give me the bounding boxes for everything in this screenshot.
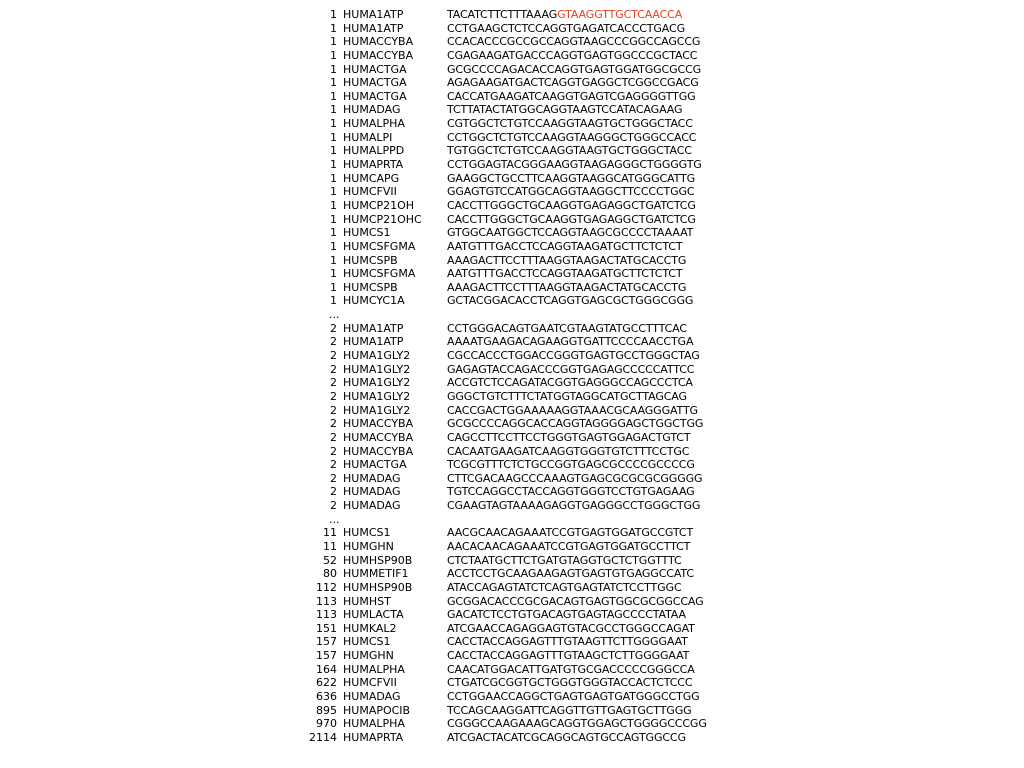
sequence-row: [300, 581, 700, 595]
sequence-text: TACATCTTCTTTAAAG: [447, 8, 558, 21]
sequence: [447, 322, 687, 336]
row-number: 157: [316, 635, 337, 649]
sequence: [447, 376, 693, 390]
sequence-text: GCTACGGACACCTCAGGTGAGCGCTGGGCGGG: [447, 294, 694, 308]
sequence-row: [300, 690, 700, 704]
sequence: [447, 90, 696, 104]
sequence: [447, 485, 695, 499]
sequence: [447, 254, 686, 268]
gene-name: HUMADAG: [343, 690, 401, 704]
sequence: [447, 49, 697, 63]
gene-name: HUMGHN: [343, 539, 394, 553]
sequence-text: CCTGGAGTACGGGAAGGTAAGAGGGCTGGGGTG: [447, 158, 702, 172]
sequence-text: CTGATCGCGGTGCTGGGTGGGTACCACTCTCCC: [447, 676, 693, 690]
sequence-row: [300, 35, 700, 49]
row-number: 1: [330, 89, 337, 103]
sequence-row: [300, 499, 700, 513]
sequence-row: [300, 404, 700, 418]
sequence-row: [300, 635, 700, 649]
row-number: 11: [323, 539, 337, 553]
sequence-text: TCGCGTTTCTCTGCCGGTGAGCGCCCCGCCCCG: [447, 458, 695, 472]
gene-name: HUMCSPB: [343, 253, 398, 267]
gene-name: HUMA1ATP: [343, 335, 404, 349]
gene-name: HUMHSP90B: [343, 553, 413, 567]
row-number: 1: [330, 48, 337, 62]
sequence: [447, 281, 686, 295]
gene-name: HUMCAPG: [343, 171, 400, 185]
sequence-text: AATGTTTGACCTCCAGGTAAGATGCTTCTCTCT: [447, 239, 683, 253]
gene-name: HUMHSP90B: [343, 580, 413, 594]
row-number: 2: [330, 362, 337, 376]
gene-name: HUMCSFGMA: [343, 267, 416, 281]
gene-name: HUMALPHA: [343, 117, 405, 131]
sequence: [447, 608, 686, 622]
gene-name: HUMCFVII: [343, 185, 397, 199]
gene-name: HUMAPRTA: [343, 158, 404, 172]
gene-name: HUMA1ATP: [343, 321, 404, 335]
gene-name: HUMALPHA: [343, 662, 405, 676]
row-number: 164: [316, 662, 337, 676]
row-number: 1: [330, 62, 337, 76]
sequence-row: [300, 363, 700, 377]
sequence-row: [300, 471, 703, 486]
sequence: [447, 649, 689, 663]
row-number: 2: [330, 389, 337, 403]
sequence: [447, 35, 700, 49]
row-number: 151: [316, 621, 337, 635]
row-number: 2: [330, 349, 337, 363]
row-number: 1: [330, 8, 337, 21]
row-number: 1: [330, 171, 337, 185]
gene-name: HUMMETIF1: [343, 567, 409, 581]
row-number: 1: [330, 198, 337, 212]
gene-name: HUMCYC1A: [343, 294, 405, 308]
sequence-text: TGTGGCTCTGTCCAAGGTAAGTGCTGGGCTACC: [447, 144, 692, 158]
sequence-row: [300, 90, 700, 104]
sequence: [447, 294, 693, 308]
row-number: 1: [330, 158, 337, 172]
sequence-text: AATGTTTGACCTCCAGGTAAGATGCTTCTCTCT: [447, 267, 683, 281]
gene-name: HUMACCYBA: [343, 35, 414, 49]
gene-name: HUMCS1: [343, 526, 391, 540]
row-number: 2: [330, 376, 337, 390]
sequence-row: [300, 144, 700, 158]
sequence-row: [300, 349, 700, 363]
sequence: [447, 185, 694, 199]
sequence-row: [300, 294, 700, 308]
sequence-row: [300, 540, 700, 554]
gene-name: HUMALPI: [343, 130, 393, 144]
sequence-text: CGAGAAGATGACCCAGGTGAGTGGCCCGCTACC: [447, 48, 698, 62]
row-number: 895: [316, 703, 337, 717]
sequence-row: [300, 281, 700, 295]
sequence-row: [300, 622, 700, 636]
gene-name: HUMADAG: [343, 485, 401, 499]
sequence-row: [300, 649, 700, 663]
row-number: 113: [316, 608, 337, 622]
sequence: [447, 717, 707, 731]
row-number: 1: [330, 130, 337, 144]
sequence-row: [300, 8, 700, 22]
sequence-text: GGAGTGTCCATGGCAGGTAAGGCTTCCCCTGGC: [447, 185, 695, 199]
sequence: [447, 731, 686, 745]
row-number: 2: [330, 499, 337, 513]
sequence-text: GAAGGCTGCCTTCAAGGTAAGGCATGGGCATTG: [447, 171, 695, 185]
sequence: [447, 335, 693, 349]
gene-name: HUMA1GLY2: [343, 403, 411, 417]
sequence: [447, 595, 704, 609]
sequence-row: [300, 376, 700, 390]
sequence: [447, 267, 682, 281]
sequence: [447, 103, 682, 117]
sequence-text: CACAATGAAGATCAAGGTGGGTGTCTTTCCTGC: [447, 444, 690, 458]
gene-name: HUMALPHA: [343, 717, 405, 731]
sequence-text: CACCATGAAGATCAAGGTGAGTCGAGGGGTTGG: [447, 89, 696, 103]
sequence-text: CTCTAATGCTTCTGATGTAGGTGCTCTGGTTTC: [447, 553, 682, 567]
sequence-text: ACCTCCTGCAAGAAGAGTGAGTGTGAGGCCATC: [447, 567, 694, 581]
sequence: [447, 676, 692, 690]
sequence: [447, 131, 696, 145]
sequence: [447, 390, 687, 404]
row-number: 2: [330, 321, 337, 335]
sequence-row: [300, 731, 700, 745]
row-number: 2: [330, 485, 337, 499]
sequence-row: [300, 445, 700, 459]
sequence-text: CACCTACCAGGAGTTTGTAAGTTCTTGGGGAAT: [447, 635, 688, 649]
gene-name: HUMACCYBA: [343, 430, 414, 444]
gene-name: HUMACCYBA: [343, 444, 414, 458]
gene-name: HUMA1GLY2: [343, 362, 411, 376]
gene-name: HUMA1ATP: [343, 21, 404, 35]
sequence-row: [300, 185, 700, 199]
row-number: 1: [330, 294, 337, 308]
sequence-row: [300, 608, 700, 622]
sequence-text: TCTTATACTATGGCAGGTAAGTCCATACAGAAG: [447, 103, 683, 117]
sequence-text: CCTGAAGCTCTCCAGGTGAGATCACCCTGACG: [447, 21, 685, 35]
row-number: 2: [330, 403, 337, 417]
sequence: [447, 349, 700, 363]
sequence: [447, 663, 695, 677]
sequence: [447, 431, 690, 445]
sequence: [447, 581, 682, 595]
row-number: 1: [330, 267, 337, 281]
row-number: 1: [330, 144, 337, 158]
gene-name: HUMCSPB: [343, 280, 398, 294]
sequence: [447, 690, 700, 704]
sequence-text: AACGCAACAGAAATCCGTGAGTGGATGCCGTCT: [447, 526, 694, 540]
row-number: 2: [330, 458, 337, 472]
sequence-text: CACCTTGGGCTGCAAGGTGAGAGGCTGATCTCG: [447, 212, 696, 226]
row-number: 1: [330, 103, 337, 117]
sequence-text: CAACATGGACATTGATGTGCGACCCCCGGGCCA: [447, 662, 695, 676]
sequence-text: AGAGAAGATGACTCAGGTGAGGCTCGGCCGACG: [447, 76, 699, 90]
gene-name: HUMCFVII: [343, 676, 397, 690]
sequence: [447, 63, 701, 77]
gene-name: HUMACCYBA: [343, 48, 414, 62]
row-number: 113: [316, 594, 337, 608]
sequence: [447, 445, 689, 459]
sequence: [447, 199, 696, 213]
sequence-text: AAAGACTTCCTTTAAGGTAAGACTATGCACCTG: [447, 280, 687, 294]
sequence-text: GCGCCCCAGGCACCAGGTAGGGGAGCTGGCTGG: [447, 417, 704, 431]
sequence: [447, 363, 694, 377]
gene-name: HUMLACTA: [343, 608, 404, 622]
row-number: 1: [330, 253, 337, 267]
gene-name: HUMAPRTA: [343, 730, 404, 744]
sequence-text: ACCGTCTCCAGATACGGTGAGGGCCAGCCCTCA: [447, 376, 693, 390]
sequence-row: [300, 63, 700, 77]
sequence-text: AACACAACAGAAATCCGTGAGTGGATGCCTTCT: [447, 539, 691, 553]
gene-name: HUMCS1: [343, 226, 391, 240]
sequence-text: CGAAGTAGTAAAAGAGGTGAGGGCCTGGGCTGG: [447, 499, 701, 513]
ellipsis: ...: [329, 308, 340, 322]
sequence: [447, 472, 702, 486]
row-number: 636: [316, 690, 337, 704]
sequence-row: [300, 717, 707, 731]
row-number: 1: [330, 117, 337, 131]
sequence-row: [300, 226, 700, 240]
sequence: [447, 404, 698, 418]
sequence-row: [300, 158, 700, 172]
row-number: 970: [316, 717, 337, 731]
sequence-text: TCCAGCAAGGATTCAGGTTGTTGAGTGCTTGGG: [447, 703, 692, 717]
sequence-text: CCTGGAACCAGGCTGAGTGAGTGATGGGCCTGG: [447, 690, 700, 704]
sequence: [447, 158, 702, 172]
row-number: 1: [330, 239, 337, 253]
row-number: 52: [323, 553, 337, 567]
sequence: [447, 226, 693, 240]
sequence-row: [300, 131, 700, 145]
row-number: 1: [330, 76, 337, 90]
sequence-row: [300, 390, 700, 404]
row-number: 1: [330, 280, 337, 294]
sequence: [447, 240, 682, 254]
sequence-text: CCTGGCTCTGTCCAAGGTAAGGGCTGGGCCACC: [447, 130, 697, 144]
sequence: [447, 76, 699, 90]
gene-name: HUMA1ATP: [343, 8, 404, 21]
sequence-row: [300, 485, 700, 499]
gene-name: HUMACCYBA: [343, 417, 414, 431]
sequence-text: CGTGGCTCTGTCCAAGGTAAGTGCTGGGCTACC: [447, 117, 693, 131]
sequence-text: CTTCGACAAGCCCAAAGTGAGCGCGCGCGGGGG: [447, 471, 703, 485]
gene-name: HUMA1GLY2: [343, 389, 411, 403]
sequence-text: CCTGGGACAGTGAATCGTAAGTATGCCTTTCAC: [447, 321, 687, 335]
sequence: [447, 22, 685, 36]
sequence-text: AAAATGAAGACAGAAGGTGATTCCCCAACCTGA: [447, 335, 694, 349]
row-number: 1: [330, 212, 337, 226]
sequence-highlight: GTAAGGTTGCTCAACCA: [557, 8, 683, 21]
sequence-text: CGCCACCCTGGACCGGGTGAGTGCCTGGGCTAG: [447, 349, 700, 363]
sequence-listing: [300, 8, 707, 745]
gene-name: HUMALPPD: [343, 144, 405, 158]
sequence-row: [300, 458, 700, 472]
gene-name: HUMACTGA: [343, 62, 407, 76]
row-number: 11: [323, 526, 337, 540]
row-number: 1: [330, 226, 337, 240]
sequence-row: [300, 213, 700, 227]
row-number: 622: [316, 676, 337, 690]
sequence-text: TGTCCAGGCCTACCAGGTGGGTCCTGTGAGAAG: [447, 485, 695, 499]
sequence-row: [300, 240, 700, 254]
sequence-text: GCGGACACCCGCGACAGTGAGTGGCGCGGCCAG: [447, 594, 704, 608]
sequence-row: [300, 335, 700, 349]
row-number: 2: [330, 430, 337, 444]
sequence: [447, 417, 703, 431]
sequence-text: CCACACCCGCCGCCAGGTAAGCCCGGCCAGCCG: [447, 35, 701, 49]
sequence: [447, 526, 693, 540]
sequence-row: [300, 663, 700, 677]
gene-name: HUMKAL2: [343, 621, 397, 635]
sequence-row: [300, 22, 700, 36]
sequence: [447, 213, 696, 227]
gene-name: HUMADAG: [343, 103, 401, 117]
gene-name: HUMCS1: [343, 635, 391, 649]
sequence-text: CACCTACCAGGAGTTTGTAAGCTCTTGGGGAAT: [447, 649, 690, 663]
sequence-text: GTGGCAATGGCTCCAGGTAAGCGCCCCTAAAAT: [447, 226, 694, 240]
row-number: 2: [330, 444, 337, 458]
sequence: [447, 635, 688, 649]
sequence-text: ATCGAACCAGAGGAGTGTACGCCTGGGCCAGAT: [447, 621, 695, 635]
gene-name: HUMGHN: [343, 649, 394, 663]
sequence-text: CACCGACTGGAAAAAGGTAAACGCAAGGGATTG: [447, 403, 698, 417]
sequence-row: [300, 172, 700, 186]
row-number: 112: [316, 580, 337, 594]
sequence-text: ATCGACTACATCGCAGGCAGTGCCAGTGGCCG: [447, 730, 686, 744]
sequence-row: [300, 103, 700, 117]
row-number: 1: [330, 21, 337, 35]
sequence-row: [300, 676, 700, 690]
gene-name: HUMA1GLY2: [343, 349, 411, 363]
ellipsis: ...: [329, 512, 340, 526]
sequence-row: [300, 594, 704, 609]
sequence-text: CAGCCTTCCTTCCTGGGTGAGTGGAGACTGTCT: [447, 430, 691, 444]
gene-name: HUMA1GLY2: [343, 376, 411, 390]
sequence: [447, 117, 693, 131]
sequence-row: [300, 567, 700, 581]
sequence-text: AAAGACTTCCTTTAAGGTAAGACTATGCACCTG: [447, 253, 687, 267]
sequence: [447, 554, 682, 568]
sequence-row: [300, 431, 700, 445]
sequence-text: ATACCAGAGTATCTCAGTGAGTATCTCCTTGGC: [447, 580, 682, 594]
sequence: [447, 8, 682, 22]
gene-name: HUMHST: [343, 594, 391, 608]
sequence: [447, 622, 695, 636]
gene-name: HUMADAG: [343, 471, 401, 485]
gene-name: HUMCSFGMA: [343, 239, 416, 253]
sequence-row: [300, 254, 700, 268]
sequence-text: CACCTTGGGCTGCAAGGTGAGAGGCTGATCTCG: [447, 198, 696, 212]
ellipsis-row: [300, 308, 700, 322]
gene-name: HUMADAG: [343, 499, 401, 513]
row-number: 2: [330, 471, 337, 485]
sequence: [447, 172, 695, 186]
gene-name: HUMCP21OH: [343, 198, 415, 212]
sequence-row: [300, 704, 700, 718]
sequence-text: GCGCCCCAGACACCAGGTGAGTGGATGGCGCCG: [447, 62, 702, 76]
row-number: 157: [316, 649, 337, 663]
gene-name: HUMAPOCIB: [343, 703, 411, 717]
gene-name: HUMACTGA: [343, 458, 407, 472]
sequence-text: CGGGCCAAGAAAGCAGGTGGAGCTGGGGCCCGG: [447, 717, 707, 731]
sequence-row: [300, 267, 700, 281]
ellipsis-row: [300, 513, 700, 527]
sequence: [447, 704, 692, 718]
sequence: [447, 499, 700, 513]
sequence-text: GAGAGTACCAGACCCGGTGAGAGCCCCCATTCC: [447, 362, 695, 376]
sequence-text: GACATCTCCTGTGACAGTGAGTAGCCCCTATAA: [447, 608, 686, 622]
sequence-row: [300, 554, 700, 568]
row-number: 1: [330, 35, 337, 49]
row-number: 2: [330, 417, 337, 431]
sequence: [447, 144, 692, 158]
gene-name: HUMCP21OHC: [343, 212, 422, 226]
row-number: 80: [323, 567, 337, 581]
sequence: [447, 458, 695, 472]
sequence-row: [300, 526, 700, 540]
sequence-row: [300, 322, 700, 336]
sequence-text: GGGCTGTCTTTCTATGGTAGGCATGCTTAGCAG: [447, 389, 687, 403]
sequence: [447, 540, 690, 554]
row-number: 1: [330, 185, 337, 199]
sequence-row: [300, 117, 700, 131]
sequence-row: [300, 76, 700, 90]
sequence-row: [300, 49, 700, 63]
row-number: 2: [330, 335, 337, 349]
sequence-row: [300, 417, 704, 431]
row-number: 2114: [309, 730, 337, 744]
gene-name: HUMACTGA: [343, 76, 407, 90]
sequence-row: [300, 199, 700, 213]
sequence: [447, 567, 694, 581]
gene-name: HUMACTGA: [343, 89, 407, 103]
